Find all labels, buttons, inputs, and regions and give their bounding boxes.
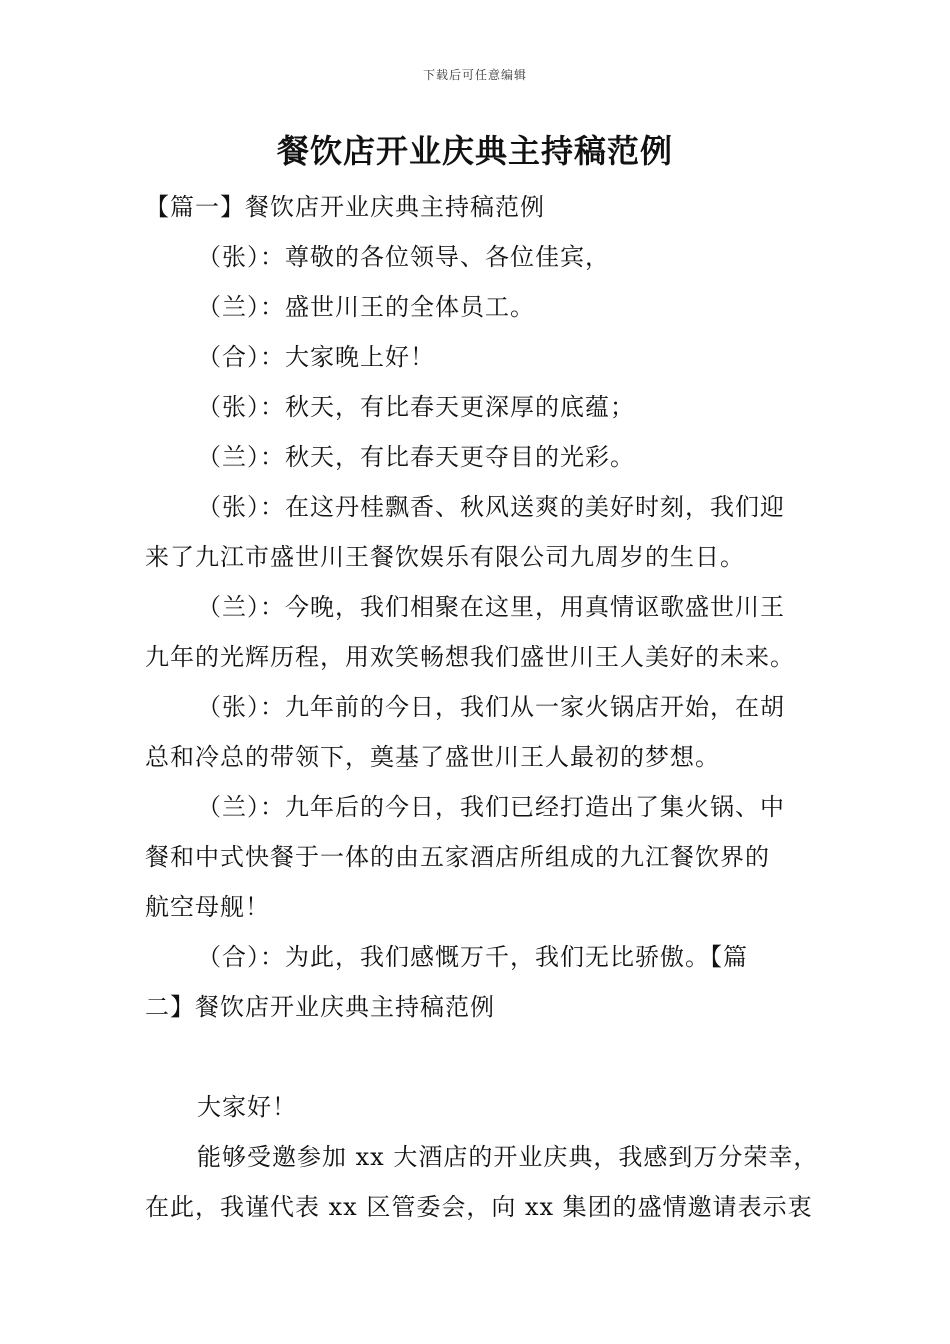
paragraph-line: 【篇一】餐饮店开业庆典主持稿范例 <box>145 193 545 221</box>
blank-line <box>145 1032 835 1082</box>
paragraph-line: （合）：为此，我们感慨万千，我们无比骄傲。【篇 <box>197 943 748 971</box>
paragraph-line: （兰）：今晚，我们相聚在这里，用真情讴歌盛世川王 <box>197 593 785 621</box>
paragraph-line: （张）：九年前的今日，我们从一家火锅店开始，在胡 <box>197 693 785 721</box>
paragraph-line: （张）：秋天，有比春天更深厚的底蕴； <box>197 393 635 421</box>
document-title: 餐饮店开业庆典主持稿范例 <box>276 132 673 170</box>
paragraph-line: （兰）：盛世川王的全体员工。 <box>197 293 535 321</box>
paragraph-line: 能够受邀参加 xx 大酒店的开业庆典，我感到万分荣幸， <box>197 1143 819 1171</box>
paragraph-line: （兰）：九年后的今日，我们已经打造出了集火锅、中 <box>197 793 785 821</box>
paragraph-line: 大家好！ <box>197 1093 297 1121</box>
paragraph-line: （张）：在这丹桂飘香、秋风送爽的美好时刻，我们迎 <box>197 493 785 521</box>
paragraph-line: 总和冷总的带领下，奠基了盛世川王人最初的梦想。 <box>145 743 720 771</box>
header-note: 下载后可任意编辑 <box>422 68 527 82</box>
paragraph-line: （兰）：秋天，有比春天更夺目的光彩。 <box>197 443 635 471</box>
document-body <box>145 182 835 1232</box>
paragraph-line: 九年的光辉历程，用欢笑畅想我们盛世川王人美好的未来。 <box>145 643 795 671</box>
paragraph-line: 来了九江市盛世川王餐饮娱乐有限公司九周岁的生日。 <box>145 543 745 571</box>
paragraph-line: （合）：大家晚上好！ <box>197 343 435 371</box>
paragraph-line: （张）：尊敬的各位领导、各位佳宾， <box>197 243 610 271</box>
paragraph-line: 餐和中式快餐于一体的由五家酒店所组成的九江餐饮界的 <box>145 843 770 871</box>
paragraph-line: 航空母舰！ <box>145 893 270 921</box>
paragraph-line: 二】餐饮店开业庆典主持稿范例 <box>145 993 495 1021</box>
paragraph-line: 在此，我谨代表 xx 区管委会，向 xx 集团的盛情邀请表示衷 <box>145 1193 813 1221</box>
